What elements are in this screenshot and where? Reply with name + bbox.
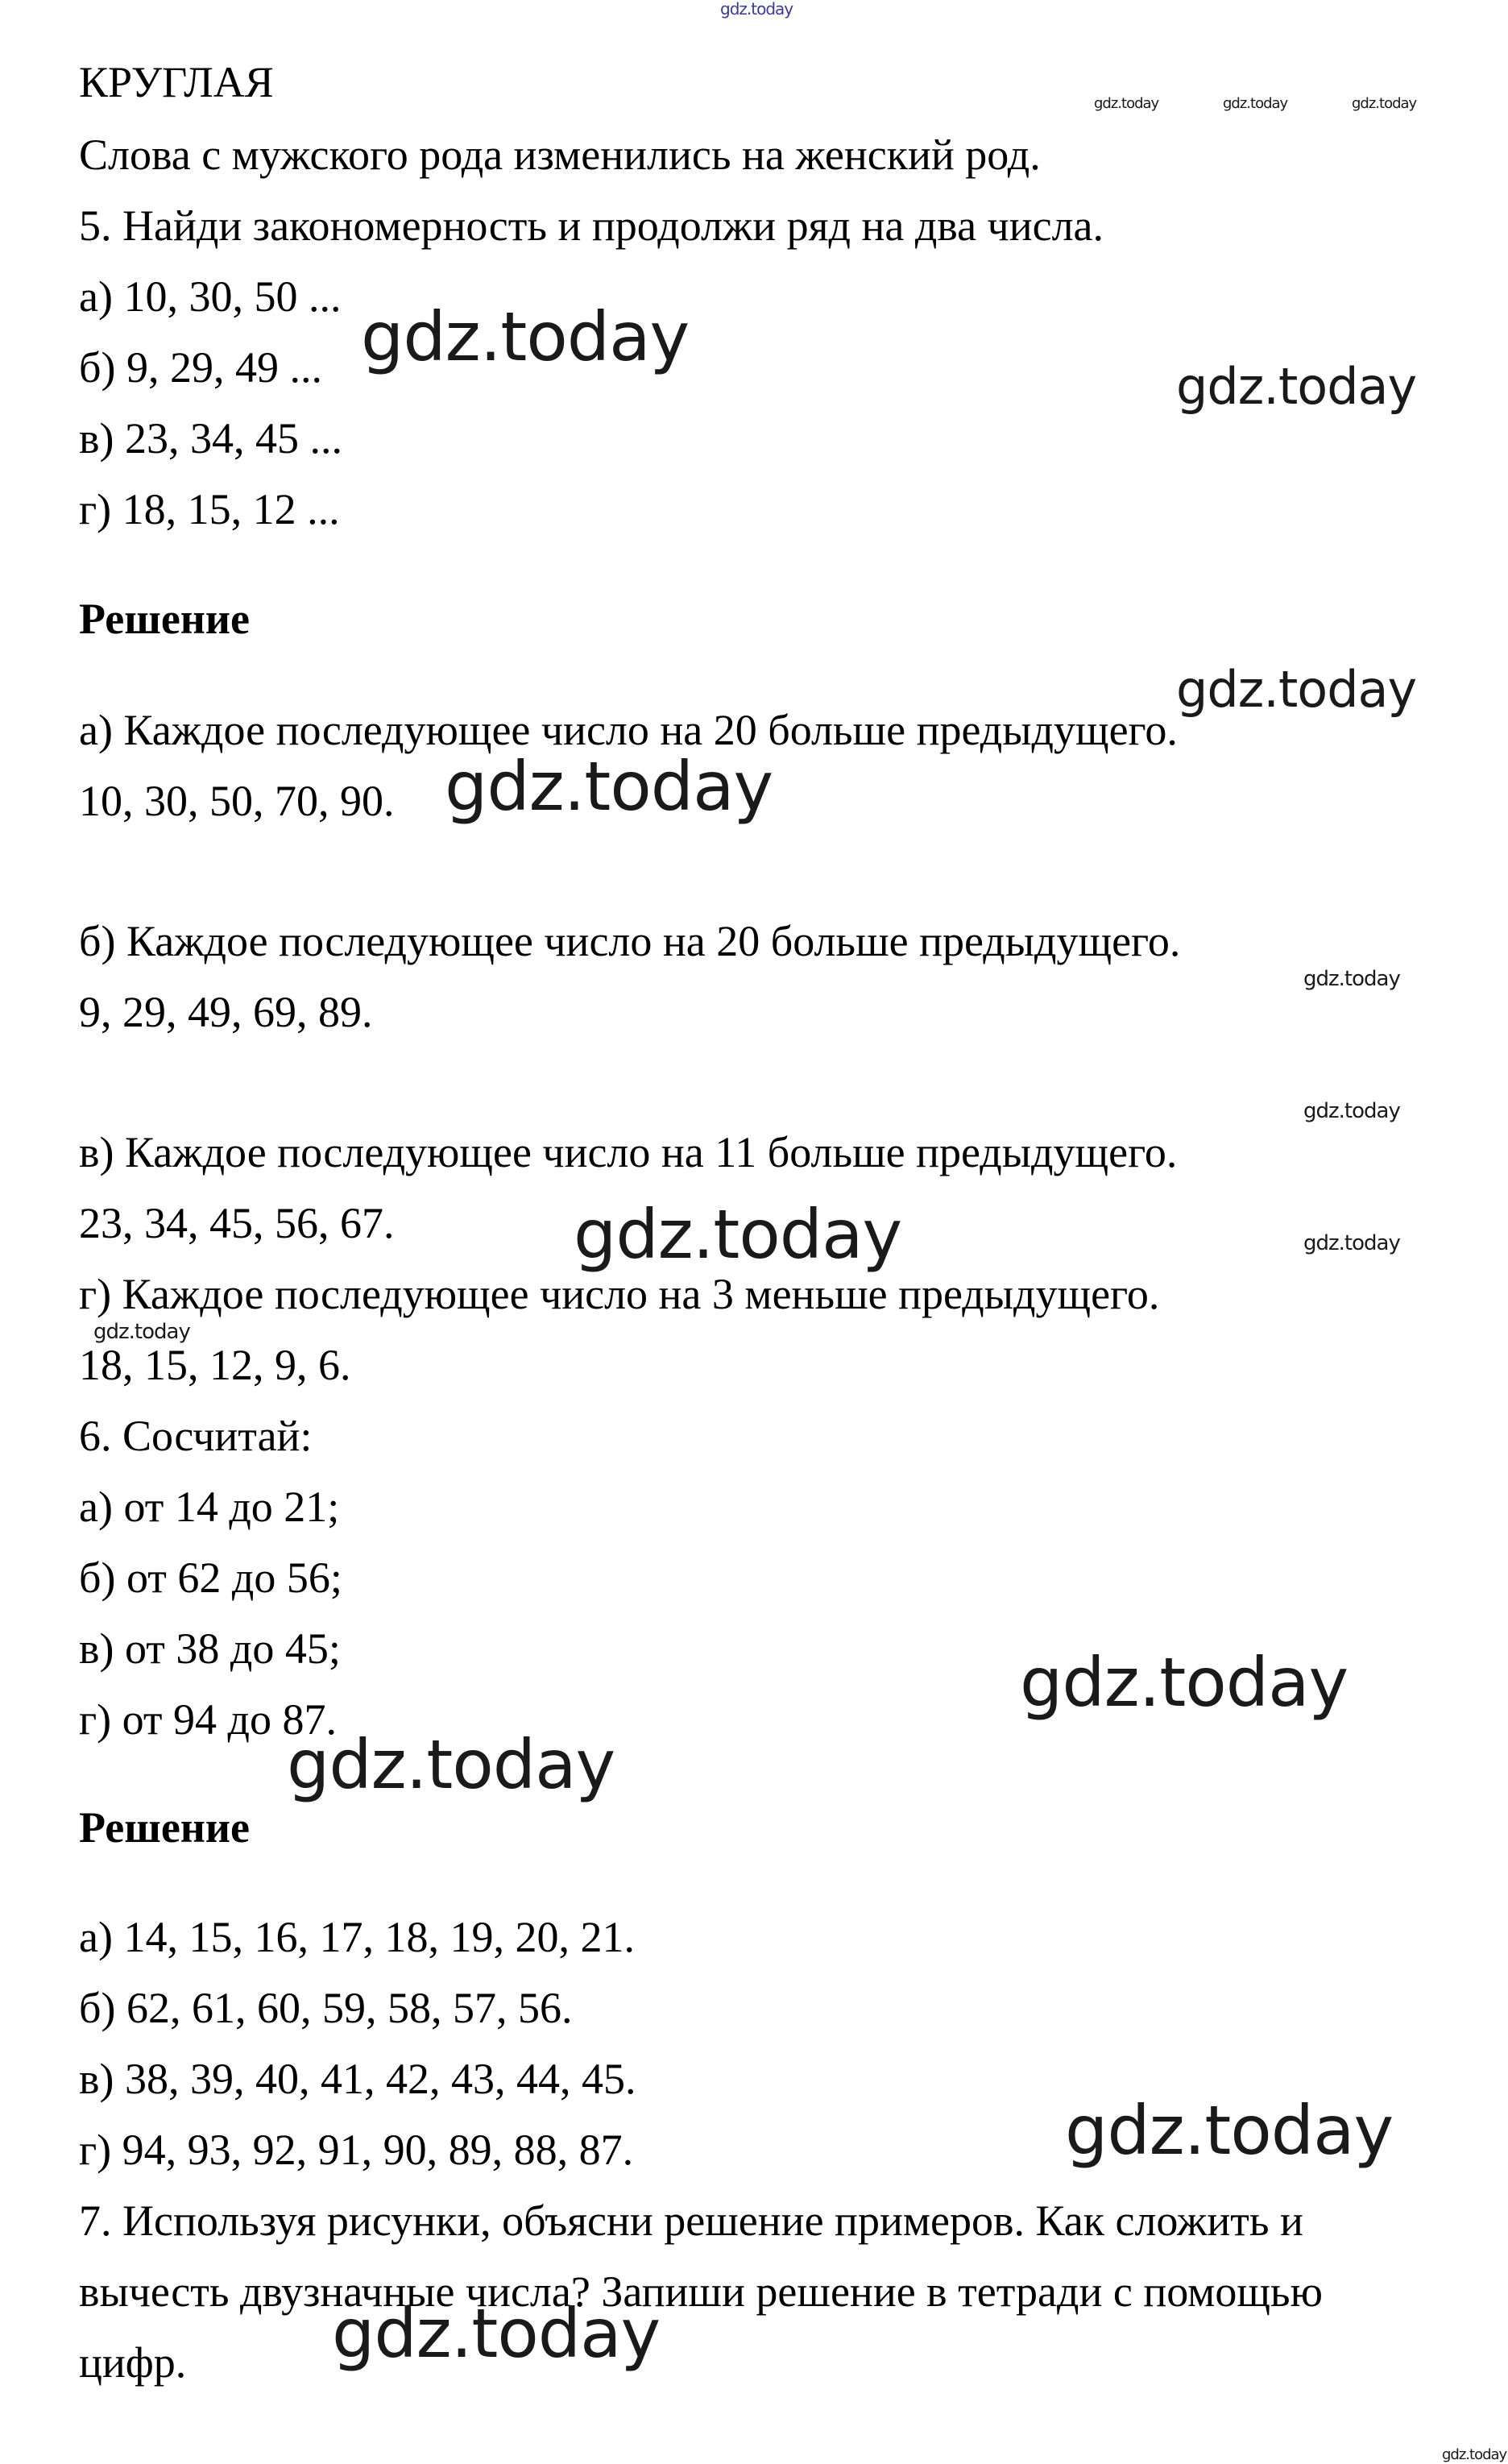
watermark-large-1: gdz.today xyxy=(361,297,690,376)
solution-6-a: а) 14, 15, 16, 17, 18, 19, 20, 21. xyxy=(79,1913,635,1961)
answer-word: КРУГЛАЯ xyxy=(79,58,274,106)
solution-5-g-rule: г) Каждое последующее число на 3 меньше предыдущего. xyxy=(79,1270,1160,1318)
task-5-item-g: г) 18, 15, 12 ... xyxy=(79,485,340,533)
task-5-item-b: б) 9, 29, 49 ... xyxy=(79,343,322,392)
watermark-header: gdz.today xyxy=(720,0,793,19)
task-6-item-v: в) от 38 до 45; xyxy=(79,1624,341,1673)
solution-5-v-sequence: 23, 34, 45, 56, 67. xyxy=(79,1199,395,1247)
watermark-small-2: gdz.today xyxy=(1303,1099,1400,1123)
solution-6-g: г) 94, 93, 92, 91, 90, 89, 88, 87. xyxy=(79,2126,634,2174)
task-6-item-a: а) от 14 до 21; xyxy=(79,1483,340,1531)
solution-5-a-rule: а) Каждое последующее число на 20 больше предыдущего. xyxy=(79,706,1178,754)
solution-5-a-sequence: 10, 30, 50, 70, 90. xyxy=(79,777,395,825)
watermark-small-3: gdz.today xyxy=(1303,1231,1400,1255)
watermark-large-2: gdz.today xyxy=(445,747,773,826)
watermark-tiny-1: gdz.today xyxy=(1094,95,1159,112)
task-7-line-1: 7. Используя рисунки, объясни решение примеров. Как сложить и xyxy=(79,2196,1303,2245)
solution-5-v-rule: в) Каждое последующее число на 11 больше предыдущего. xyxy=(79,1128,1178,1176)
watermark-tiny-3: gdz.today xyxy=(1352,95,1417,112)
watermark-large-4: gdz.today xyxy=(1020,1643,1348,1722)
task-5-title: 5. Найди закономерность и продолжи ряд на два числа. xyxy=(79,201,1104,250)
task-7-line-2: вычесть двузначные числа? Запиши решение в тетради с помощью xyxy=(79,2267,1323,2316)
solution-5-b-rule: б) Каждое последующее число на 20 больше предыдущего. xyxy=(79,917,1181,965)
watermark-medium-1: gdz.today xyxy=(1176,357,1417,416)
task-7-line-3: цифр. xyxy=(79,2338,187,2387)
solution-heading-6: Решение xyxy=(79,1803,250,1852)
solution-6-b: б) 62, 61, 60, 59, 58, 57, 56. xyxy=(79,1984,573,2032)
watermark-small-1: gdz.today xyxy=(1303,967,1400,991)
watermark-tiny-4: gdz.today xyxy=(1442,2446,1507,2463)
task-5-item-a: а) 10, 30, 50 ... xyxy=(79,272,342,321)
watermark-medium-2: gdz.today xyxy=(1176,660,1417,719)
solution-5-b-sequence: 9, 29, 49, 69, 89. xyxy=(79,988,373,1036)
watermark-tiny-2: gdz.today xyxy=(1223,95,1288,112)
task-6-item-g: г) от 94 до 87. xyxy=(79,1695,337,1744)
task-6-title: 6. Сосчитай: xyxy=(79,1412,313,1460)
task-6-item-b: б) от 62 до 56; xyxy=(79,1553,342,1602)
solution-heading-5: Решение xyxy=(79,595,250,643)
watermark-large-5: gdz.today xyxy=(287,1725,615,1804)
task-5-item-v: в) 23, 34, 45 ... xyxy=(79,414,342,463)
watermark-large-7: gdz.today xyxy=(332,2294,661,2373)
watermark-large-3: gdz.today xyxy=(574,1195,902,1274)
solution-6-v: в) 38, 39, 40, 41, 42, 43, 44, 45. xyxy=(79,2055,636,2103)
watermark-large-6: gdz.today xyxy=(1065,2091,1394,2170)
answer-explanation: Слова с мужского рода изменились на женский род. xyxy=(79,131,1041,179)
watermark-small-4: gdz.today xyxy=(93,1320,190,1344)
solution-5-g-sequence: 18, 15, 12, 9, 6. xyxy=(79,1341,351,1389)
